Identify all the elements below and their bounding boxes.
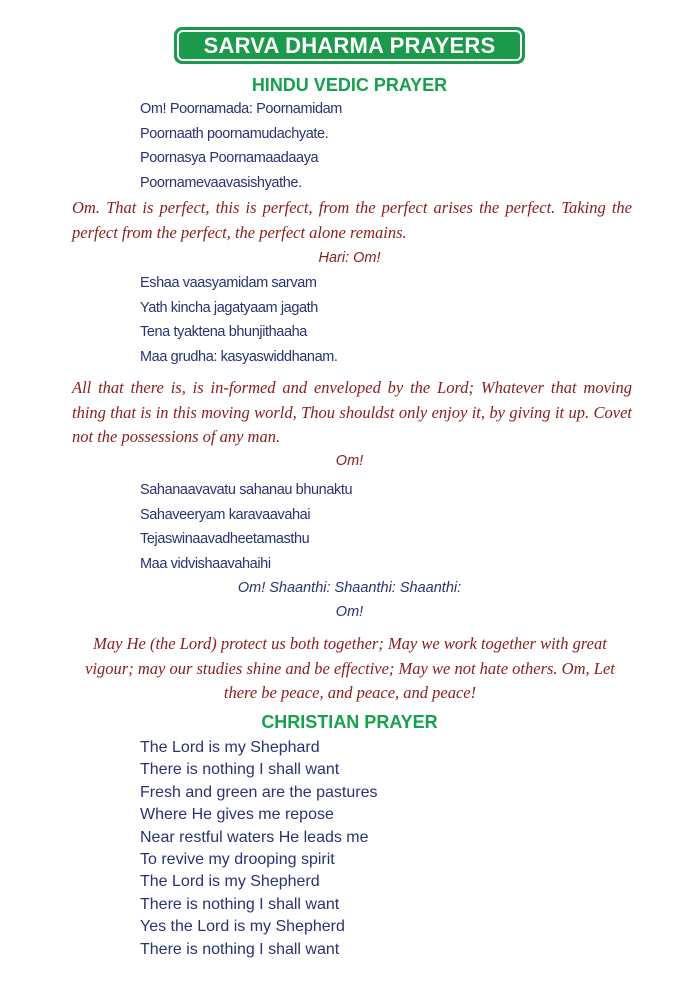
verse-line: Poornaath poornamudachyate. (140, 125, 329, 142)
verse-line: Maa vidvishaavahaihi (140, 555, 271, 572)
prayer-line: There is nothing I shall want (140, 895, 340, 913)
prayer-line: The Lord is my Shephard (140, 739, 320, 756)
verse-line: Tejaswinaavadheetamasthu (140, 531, 310, 547)
hindu-translation-1: Om. That is perfect, this is perfect, from the perfect arises the perfect. Taking the perfect from the perfect, the perfect alone remains. (72, 198, 632, 242)
prayer-line: Fresh and green are the pastures (140, 783, 378, 801)
hindu-verse-1 (140, 97, 342, 195)
verse-line: Om! Poornamada: Poornamidam (140, 101, 342, 117)
verse-line: Yath kincha jagatyaam jagath (140, 299, 318, 316)
verse-line: Sahaveeryam karavaavahai (140, 506, 311, 523)
christian-prayer-heading: CHRISTIAN PRAYER (261, 712, 438, 732)
prayer-line: The Lord is my Shepherd (140, 873, 320, 891)
verse-line: Tena tyaktena bhunjithaaha (140, 324, 307, 340)
hindu-translation-2: All that there is, is in-formed and enveloped by the Lord; Whatever that moving thing that is in this moving world, Thou shouldst only enjoy it, by giving it up. Covet not the possessions of any man. (72, 378, 632, 446)
prayer-line: Near restful waters He leads me (140, 828, 369, 846)
hindu-invocation-om-final: Om! (335, 604, 364, 620)
hindu-invocation-shaanthi: Om! Shaanthi: Shaanthi: Shaanthi: (237, 580, 462, 596)
verse-line: Maa grudha: kasyaswiddhanam. (140, 348, 338, 365)
prayer-line: Yes the Lord is my Shepherd (140, 918, 345, 936)
hindu-verse-2 (140, 271, 338, 369)
prayer-line: There is nothing I shall want (140, 940, 340, 958)
prayer-line: To revive my drooping spirit (140, 850, 335, 868)
page-title: SARVA DHARMA PRAYERS (177, 30, 522, 61)
verse-line: Poornamevaavasishyathe. (140, 174, 302, 191)
verse-line: Sahanaavavatu sahanau bhunaktu (140, 482, 353, 498)
verse-line: Poornasya Poornamaadaaya (140, 150, 319, 166)
prayer-line: Where He gives me repose (140, 806, 334, 824)
prayer-line: There is nothing I shall want (140, 761, 340, 779)
hindu-verse-3 (140, 478, 352, 576)
verse-line: Eshaa vaasyamidam sarvam (140, 275, 317, 291)
hindu-prayer-heading: HINDU VEDIC PRAYER (251, 75, 448, 95)
hindu-translation-3: May He (the Lord) protect us both together; May we work together with great vigour; may our studies shine and be effective; May we not hate others. Om, Let there be peace, and peace, and peace! (85, 634, 615, 702)
christian-prayer-lines (140, 737, 377, 961)
hindu-invocation-hari-om: Hari: Om! (318, 250, 381, 266)
title-banner (174, 27, 525, 64)
hindu-invocation-om: Om! (335, 453, 364, 469)
